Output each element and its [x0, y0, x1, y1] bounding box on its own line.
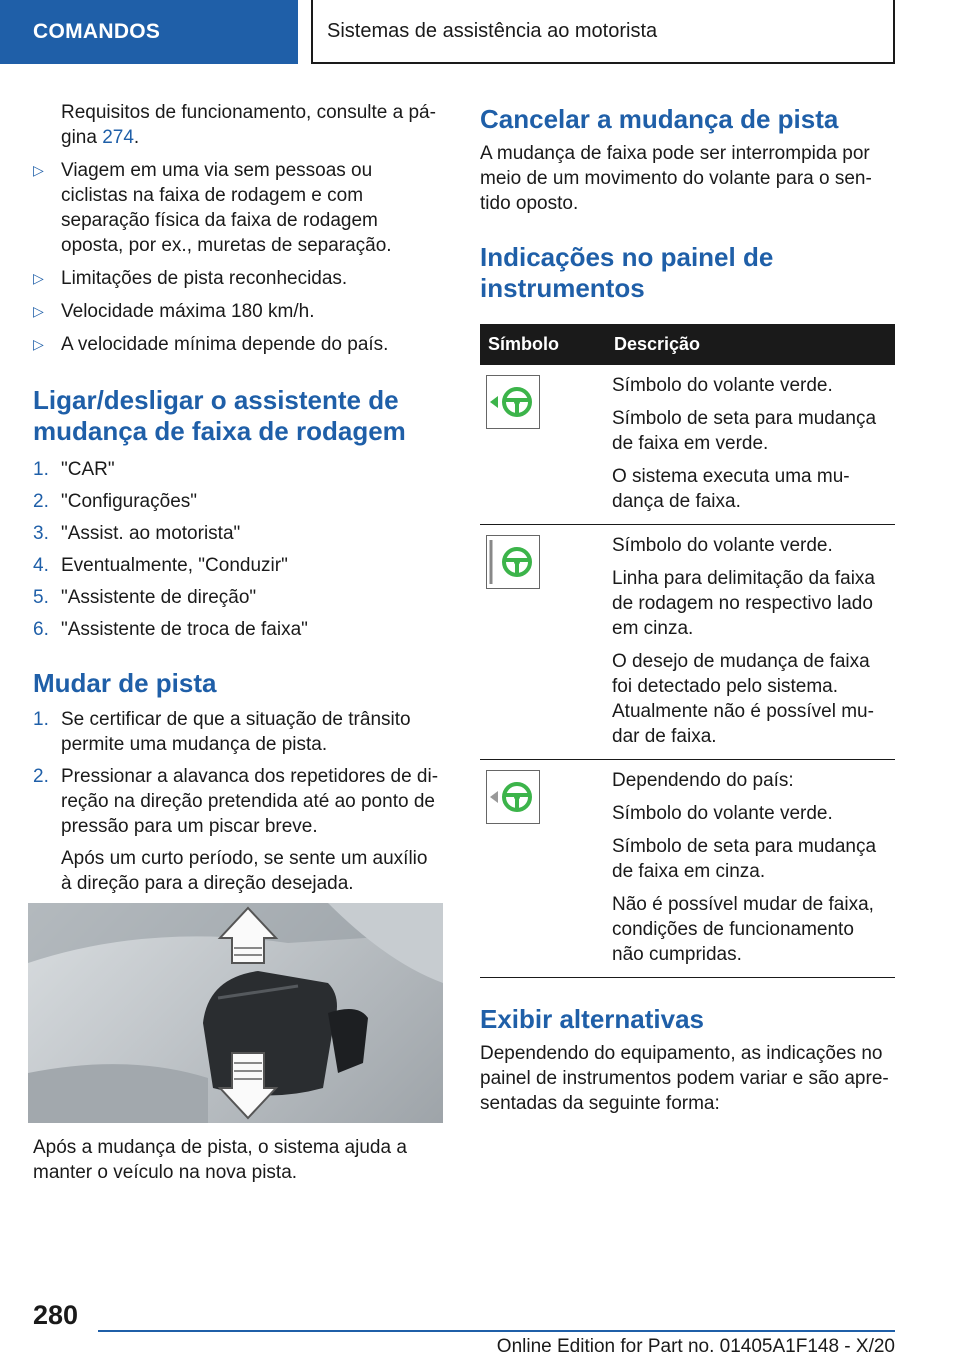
alternatives-text: Dependendo do equipamento, as indicações no painel de instrumentos podem variar e são apre-sentadas da seguinte forma:: [480, 1043, 889, 1114]
symbol-cell: [480, 760, 606, 978]
step-item: [33, 707, 443, 757]
description-cell: [606, 365, 895, 525]
col-description-header: Descrição: [606, 324, 895, 365]
step-text: "Assistente de troca de faixa": [61, 619, 308, 640]
step-item: [33, 553, 443, 578]
description-line: Símbolo do volante verde.: [612, 375, 833, 396]
turn-signal-lever-image: [28, 903, 443, 1123]
description-line: Símbolo de seta para mudança de faixa em cinza.: [612, 836, 877, 882]
page-number: 280: [33, 1300, 79, 1330]
symbol-cell: [480, 525, 606, 760]
triangle-bullet-icon: ▷: [33, 303, 44, 319]
step-number: 6.: [33, 619, 49, 640]
description-line: Linha para delimitação da faixa de rodagem no respectivo lado em cinza.: [612, 568, 876, 639]
edition-text: Online Edition for Part no. 01405A1F148 - X/20: [496, 1336, 895, 1357]
bullet-text: Velocidade máxima 180 km/h.: [61, 301, 315, 322]
triangle-bullet-icon: ▷: [33, 270, 44, 286]
step-text: "CAR": [61, 459, 115, 480]
symbol-table: [480, 324, 895, 978]
triangle-bullet-icon: ▷: [33, 162, 44, 178]
right-column: [480, 100, 895, 1116]
heading-alternatives: Exibir alternativas: [480, 1004, 704, 1034]
heading-cancel: Cancelar a mudança de pista: [480, 104, 839, 134]
step-text: Eventualmente, "Conduzir": [61, 555, 288, 576]
bullet-text: Viagem em uma via sem pessoas ou ciclistas na faixa de rodagem e com separação física da faixa de rodagem oposta, por ex., muretas de separação.: [61, 160, 392, 256]
step-number: 3.: [33, 523, 49, 544]
step-number: 5.: [33, 587, 49, 608]
chapter-title-text: Sistemas de assistência ao motorista: [327, 19, 658, 42]
step-item: [33, 764, 443, 839]
step-text: "Assist. ao motorista": [61, 523, 241, 544]
step-number: 2.: [33, 766, 49, 787]
bullet-text: A velocidade mínima depende do país.: [61, 334, 389, 355]
step-number: 1.: [33, 459, 49, 480]
description-line: Dependendo do país:: [612, 770, 794, 791]
requirements-label: Requisitos de funcionamento, consulte a pá-gina: [61, 102, 436, 148]
description-line: O sistema executa uma mu-dança de faixa.: [612, 466, 850, 512]
footer-divider: [98, 1330, 895, 1332]
list-item: [33, 266, 443, 291]
table-row: [480, 760, 895, 978]
step-note: Após um curto período, se sente um auxílio à direção para a direção desejada.: [61, 848, 428, 894]
table-row: [480, 525, 895, 760]
step-text: Pressionar a alavanca dos repetidores de di-reção na direção pretendida até ao ponto de pressão para um piscar breve.: [61, 766, 439, 837]
heading-change-lane: Mudar de pista: [33, 668, 217, 698]
chapter-title: [311, 0, 895, 64]
description-line: Símbolo do volante verde.: [612, 535, 833, 556]
description-line: Símbolo do volante verde.: [612, 803, 833, 824]
description-cell: [606, 525, 895, 760]
steering-wheel-arrow-green-icon: [486, 375, 540, 429]
description-line: Não é possível mudar de faixa, condições de funcionamento não cumpridas.: [612, 894, 874, 965]
description-line: O desejo de mudança de faixa foi detectado pelo sistema. Atualmente não é possível mu-dar de faixa.: [612, 651, 874, 747]
description-cell: [606, 760, 895, 978]
step-item: [33, 457, 443, 482]
heading-toggle: Ligar/desligar o assistente de mudança de faixa de rodagem: [33, 385, 406, 446]
step-item: [33, 489, 443, 514]
list-item: [33, 299, 443, 324]
step-text: "Assistente de direção": [61, 587, 257, 608]
description-line: Símbolo de seta para mudança de faixa em verde.: [612, 408, 877, 454]
page-link[interactable]: 274: [102, 127, 134, 148]
left-column: [33, 100, 443, 896]
list-item: [33, 158, 443, 258]
step-item: [33, 585, 443, 610]
list-item: [33, 332, 443, 357]
step-item: [33, 617, 443, 642]
step-number: 1.: [33, 709, 49, 730]
step-number: 4.: [33, 555, 49, 576]
requirements-text: [33, 100, 443, 150]
lever-illustration: [28, 903, 443, 1123]
image-caption: Após a mudança de pista, o sistema ajuda a manter o veículo na nova pista.: [33, 1137, 407, 1183]
step-number: 2.: [33, 491, 49, 512]
section-tab: [0, 0, 298, 64]
cancel-text: A mudança de faixa pode ser interrompida por meio de um movimento do volante para o sen-tido oposto.: [480, 143, 872, 214]
section-label: COMANDOS: [33, 20, 161, 43]
steering-wheel-arrow-gray-icon: [486, 770, 540, 824]
requirements-end: .: [133, 127, 140, 148]
symbol-cell: [480, 365, 606, 525]
step-item: [33, 521, 443, 546]
bullet-text: Limitações de pista reconhecidas.: [61, 268, 348, 289]
table-header-row: [480, 324, 895, 365]
table-row: [480, 365, 895, 525]
col-symbol-header: Símbolo: [480, 324, 606, 365]
step-text: "Configurações": [61, 491, 198, 512]
heading-indications: Indicações no painel de instrumentos: [480, 242, 774, 303]
steering-wheel-gray-line-icon: [486, 535, 540, 589]
triangle-bullet-icon: ▷: [33, 336, 44, 352]
step-text: Se certificar de que a situação de trânsito permite uma mudança de pista.: [61, 709, 411, 755]
